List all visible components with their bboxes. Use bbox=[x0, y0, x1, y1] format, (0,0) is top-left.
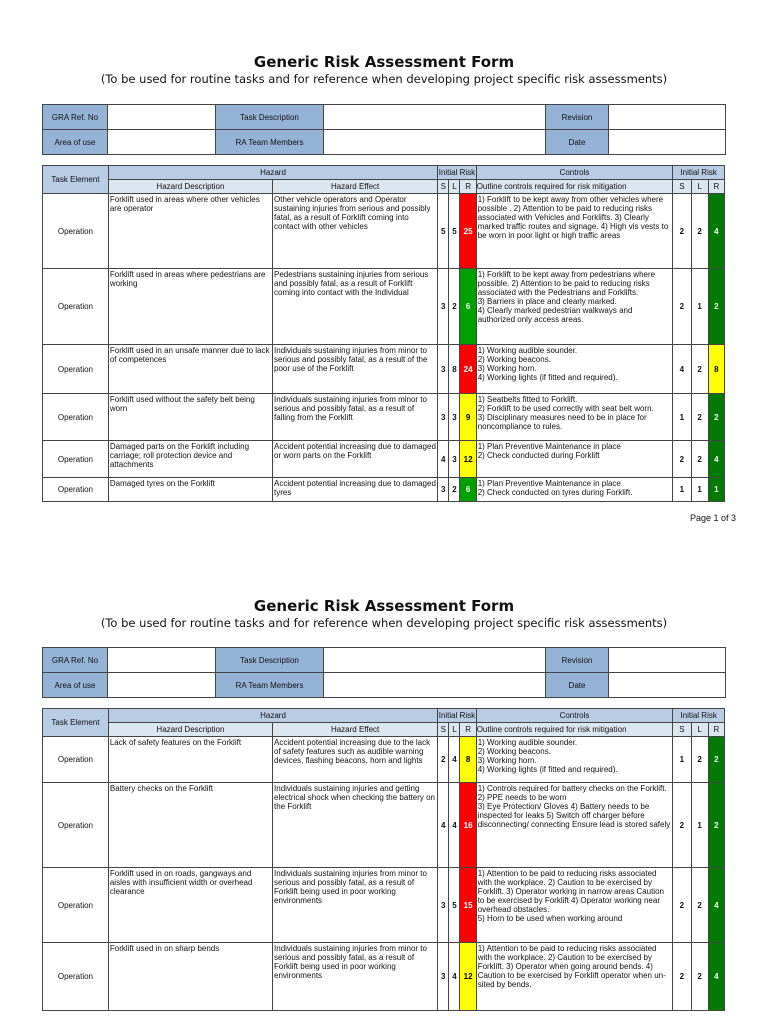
revision-field[interactable] bbox=[609, 648, 726, 673]
initial-severity-cell: 3 bbox=[438, 943, 449, 1011]
task-description-label: Task Description bbox=[216, 105, 324, 130]
initial-risk-header: Initial Risk bbox=[438, 709, 476, 723]
initial-risk-rating-cell: 16 bbox=[460, 783, 476, 868]
hazard-description-cell: Battery checks on the Forklift bbox=[108, 783, 272, 868]
initial-severity-cell: 4 bbox=[438, 783, 449, 868]
residual-likelihood-cell: 1 bbox=[691, 478, 708, 502]
page1-info-table bbox=[42, 104, 726, 155]
controls-cell: 1) Seatbelts fitted to Forklift. 2) Forklift to be used correctly with seat belt worn. 3) Disciplinary measures need to be in place for noncompliance to rules. bbox=[476, 394, 673, 441]
residual-likelihood-cell: 2 bbox=[691, 943, 708, 1011]
task-element-header: Task Element bbox=[43, 709, 109, 737]
initial-likelihood-cell: 3 bbox=[449, 394, 460, 441]
initial-risk-rating-cell: 6 bbox=[460, 269, 476, 345]
initial-risk-rating-cell: 25 bbox=[460, 194, 476, 269]
residual-likelihood-cell: 2 bbox=[691, 441, 708, 478]
residual-likelihood-cell: 2 bbox=[691, 394, 708, 441]
residual-risk-rating-cell: 4 bbox=[708, 868, 724, 943]
task-element-cell: Operation bbox=[43, 783, 109, 868]
initial-severity-cell: 4 bbox=[438, 441, 449, 478]
ra-team-label: RA Team Members bbox=[216, 130, 324, 155]
l-header: L bbox=[449, 723, 460, 737]
initial-likelihood-cell: 4 bbox=[449, 783, 460, 868]
revision-label: Revision bbox=[546, 105, 609, 130]
controls-cell: 1) Forklift to be kept away from pedestrians where possible. 2) Attention to be paid to reducing risks associated with the Pedestrians and Forklifts. 3) Barriers in place and clearly marked. 4) Clearly marked pedestrian walkways and authorized only access areas. bbox=[476, 269, 673, 345]
residual-risk-rating-cell: 2 bbox=[708, 783, 724, 868]
residual-likelihood-cell: 1 bbox=[691, 783, 708, 868]
hazard-effect-cell: Accident potential increasing due to the lack of safety features such as audible warning devices, flashing beacons, horn and lights bbox=[273, 737, 438, 783]
area-of-use-label: Area of use bbox=[43, 130, 108, 155]
controls-cell: 1) Forklift to be kept away from other vehicles where possible . 2) Attention to be paid to reducing risks associated with Vehicles and Forklifts. 3) Clearly marked traffic routes and signage. 4) High vis vests to be worn in poor light or high traffic areas bbox=[476, 194, 673, 269]
initial-likelihood-cell: 3 bbox=[449, 441, 460, 478]
date-label: Date bbox=[546, 130, 609, 155]
initial-risk-rating-cell: 6 bbox=[460, 478, 476, 502]
table-row bbox=[43, 737, 725, 783]
hazard-effect-cell: Accident potential increasing due to damaged or worn parts on the Forklift bbox=[273, 441, 438, 478]
initial-severity-cell: 3 bbox=[438, 394, 449, 441]
residual-likelihood-cell: 2 bbox=[691, 345, 708, 394]
hazard-description-header: Hazard Description bbox=[108, 180, 272, 194]
task-element-cell: Operation bbox=[43, 194, 109, 269]
hazard-effect-cell: Individuals sustaining injuries from minor to serious and possibly fatal, as a result of Forklift being used in poor working environments bbox=[273, 943, 438, 1011]
initial-likelihood-cell: 4 bbox=[449, 737, 460, 783]
r2-header: R bbox=[708, 180, 724, 194]
s-header: S bbox=[438, 180, 449, 194]
initial-risk-rating-cell: 15 bbox=[460, 868, 476, 943]
initial-likelihood-cell: 2 bbox=[449, 269, 460, 345]
hazard-effect-header: Hazard Effect bbox=[273, 723, 438, 737]
residual-risk-rating-cell: 8 bbox=[708, 345, 724, 394]
page2-subtitle: (To be used for routine tasks and for reference when developing project specific risk assessments) bbox=[100, 616, 668, 630]
ra-team-label: RA Team Members bbox=[216, 673, 324, 698]
initial-likelihood-cell: 2 bbox=[449, 478, 460, 502]
r2-header: R bbox=[708, 723, 724, 737]
initial-likelihood-cell: 8 bbox=[449, 345, 460, 394]
initial-risk-rating-cell: 12 bbox=[460, 441, 476, 478]
hazard-effect-cell: Accident potential increasing due to damaged tyres bbox=[273, 478, 438, 502]
table-row bbox=[43, 269, 725, 345]
task-description-field[interactable] bbox=[324, 648, 546, 673]
hazard-description-cell: Lack of safety features on the Forklift bbox=[108, 737, 272, 783]
hazard-header: Hazard bbox=[108, 166, 437, 180]
gra-ref-field[interactable] bbox=[108, 648, 216, 673]
residual-risk-rating-cell: 2 bbox=[708, 394, 724, 441]
table-row bbox=[43, 441, 725, 478]
controls-header: Controls bbox=[476, 166, 673, 180]
residual-risk-rating-cell: 1 bbox=[708, 478, 724, 502]
table-row bbox=[43, 478, 725, 502]
table-row bbox=[43, 194, 725, 269]
hazard-effect-cell: Individuals sustaining injuries from minor to serious and possibly fatal, as a result of the poor use of the Forklift bbox=[273, 345, 438, 394]
task-element-cell: Operation bbox=[43, 868, 109, 943]
hazard-description-cell: Damaged tyres on the Forklift bbox=[108, 478, 272, 502]
table-row bbox=[43, 394, 725, 441]
table-row bbox=[43, 943, 725, 1011]
table-row bbox=[43, 345, 725, 394]
residual-likelihood-cell: 2 bbox=[691, 194, 708, 269]
task-element-cell: Operation bbox=[43, 943, 109, 1011]
area-of-use-field[interactable] bbox=[108, 673, 216, 698]
hazard-description-cell: Damaged parts on the Forklift including carriage; roll protection device and attachments bbox=[108, 441, 272, 478]
residual-risk-header: Initial Risk bbox=[673, 709, 725, 723]
initial-severity-cell: 3 bbox=[438, 269, 449, 345]
task-element-header: Task Element bbox=[43, 166, 109, 194]
gra-ref-field[interactable] bbox=[108, 105, 216, 130]
controls-subheader: Outline controls required for risk mitigation bbox=[476, 723, 673, 737]
task-element-cell: Operation bbox=[43, 478, 109, 502]
page2-title: Generic Risk Assessment Form bbox=[253, 597, 515, 615]
date-field[interactable] bbox=[609, 673, 726, 698]
residual-severity-cell: 1 bbox=[673, 394, 691, 441]
residual-severity-cell: 2 bbox=[673, 441, 691, 478]
r-header: R bbox=[460, 180, 476, 194]
task-element-cell: Operation bbox=[43, 737, 109, 783]
task-description-field[interactable] bbox=[324, 105, 546, 130]
initial-severity-cell: 2 bbox=[438, 737, 449, 783]
initial-likelihood-cell: 5 bbox=[449, 194, 460, 269]
controls-cell: 1) Plan Preventive Maintenance in place 2) Check conducted on tyres during Forklift. bbox=[476, 478, 673, 502]
residual-severity-cell: 1 bbox=[673, 737, 691, 783]
controls-cell: 1) Attention to be paid to reducing risks associated with the workplace. 2) Caution to be exercised by Forklift. 3) Operator working in narrow areas Caution to be exercised by Forklift 4) Operator working near overhead obstacles. 5) Horn to be used when working around bbox=[476, 868, 673, 943]
l2-header: L bbox=[691, 723, 708, 737]
hazard-description-header: Hazard Description bbox=[108, 723, 272, 737]
initial-severity-cell: 3 bbox=[438, 345, 449, 394]
controls-cell: 1) Working audible sounder. 2) Working beacons. 3) Working horn. 4) Working lights (if fitted and required). bbox=[476, 737, 673, 783]
residual-risk-header: Initial Risk bbox=[673, 166, 725, 180]
initial-severity-cell: 3 bbox=[438, 478, 449, 502]
page1-subtitle: (To be used for routine tasks and for reference when developing project specific risk assessments) bbox=[100, 72, 668, 86]
hazard-effect-cell: Individuals sustaining injuries and getting electrical shock when checking the battery on the Forklift bbox=[273, 783, 438, 868]
residual-risk-rating-cell: 2 bbox=[708, 269, 724, 345]
residual-risk-rating-cell: 2 bbox=[708, 737, 724, 783]
initial-risk-rating-cell: 24 bbox=[460, 345, 476, 394]
controls-subheader: Outline controls required for risk mitigation bbox=[476, 180, 673, 194]
residual-severity-cell: 2 bbox=[673, 194, 691, 269]
controls-cell: 1) Controls required for battery checks on the Forklift. 2) PPE needs to be worn 3) Eye Protection/ Gloves 4) Battery needs to be inspected for leaks 5) Switch off charger before disconnecting/ connecting Ensure lead is stored safely bbox=[476, 783, 673, 868]
initial-risk-rating-cell: 8 bbox=[460, 737, 476, 783]
r-header: R bbox=[460, 723, 476, 737]
residual-severity-cell: 4 bbox=[673, 345, 691, 394]
l2-header: L bbox=[691, 180, 708, 194]
residual-severity-cell: 2 bbox=[673, 783, 691, 868]
residual-risk-rating-cell: 4 bbox=[708, 441, 724, 478]
residual-severity-cell: 2 bbox=[673, 868, 691, 943]
area-of-use-field[interactable] bbox=[108, 130, 216, 155]
residual-severity-cell: 2 bbox=[673, 269, 691, 345]
hazard-effect-cell: Other vehicle operators and Operator sustaining injuries from serious and possibly fatal, as a result of Forklift coming into contact with other vehicles bbox=[273, 194, 438, 269]
l-header: L bbox=[449, 180, 460, 194]
controls-cell: 1) Working audible sounder. 2) Working beacons. 3) Working horn. 4) Working lights (if fitted and required). bbox=[476, 345, 673, 394]
task-element-cell: Operation bbox=[43, 269, 109, 345]
initial-risk-rating-cell: 9 bbox=[460, 394, 476, 441]
table-row bbox=[43, 868, 725, 943]
ra-team-field[interactable] bbox=[324, 673, 546, 698]
hazard-header: Hazard bbox=[108, 709, 437, 723]
s2-header: S bbox=[673, 723, 691, 737]
residual-likelihood-cell: 1 bbox=[691, 269, 708, 345]
residual-risk-rating-cell: 4 bbox=[708, 194, 724, 269]
initial-severity-cell: 5 bbox=[438, 194, 449, 269]
area-of-use-label: Area of use bbox=[43, 673, 108, 698]
gra-ref-label: GRA Ref. No bbox=[43, 105, 108, 130]
task-description-label: Task Description bbox=[216, 648, 324, 673]
hazard-effect-header: Hazard Effect bbox=[273, 180, 438, 194]
s2-header: S bbox=[673, 180, 691, 194]
controls-header: Controls bbox=[476, 709, 673, 723]
page1-title: Generic Risk Assessment Form bbox=[253, 53, 515, 71]
page-number: Page 1 of 3 bbox=[690, 513, 737, 523]
hazard-description-cell: Forklift used in areas where other vehicles are operator bbox=[108, 194, 272, 269]
controls-cell: 1) Plan Preventive Maintenance in place 2) Check conducted during Forklift bbox=[476, 441, 673, 478]
task-element-cell: Operation bbox=[43, 345, 109, 394]
hazard-description-cell: Forklift used in on roads, gangways and aisles with insufficient width or overhead clearance bbox=[108, 868, 272, 943]
date-label: Date bbox=[546, 673, 609, 698]
page1-risk-table bbox=[42, 165, 725, 502]
ra-team-field[interactable] bbox=[324, 130, 546, 155]
initial-likelihood-cell: 5 bbox=[449, 868, 460, 943]
s-header: S bbox=[438, 723, 449, 737]
hazard-description-cell: Forklift used in on sharp bends bbox=[108, 943, 272, 1011]
hazard-effect-cell: Individuals sustaining injuries from minor to serious and possibly fatal, as a result of falling from the Forklift bbox=[273, 394, 438, 441]
hazard-effect-cell: Individuals sustaining injuries from minor to serious and possibly fatal, as a result of Forklift being used in poor working environments bbox=[273, 868, 438, 943]
hazard-effect-cell: Pedestrians sustaining injuries from serious and possibly fatal, as a result of Forklift coming into contact with the Individual bbox=[273, 269, 438, 345]
revision-label: Revision bbox=[546, 648, 609, 673]
residual-severity-cell: 1 bbox=[673, 478, 691, 502]
hazard-description-cell: Forklift used in areas where pedestrians are working bbox=[108, 269, 272, 345]
page2-risk-table bbox=[42, 708, 725, 1011]
initial-severity-cell: 3 bbox=[438, 868, 449, 943]
date-field[interactable] bbox=[609, 130, 726, 155]
task-element-cell: Operation bbox=[43, 394, 109, 441]
residual-severity-cell: 2 bbox=[673, 943, 691, 1011]
table-row bbox=[43, 783, 725, 868]
task-element-cell: Operation bbox=[43, 441, 109, 478]
hazard-description-cell: Forklift used in an unsafe manner due to lack of competences bbox=[108, 345, 272, 394]
residual-risk-rating-cell: 4 bbox=[708, 943, 724, 1011]
initial-risk-rating-cell: 12 bbox=[460, 943, 476, 1011]
gra-ref-label: GRA Ref. No bbox=[43, 648, 108, 673]
controls-cell: 1) Attention to be paid to reducing risks associated with the workplace. 2) Caution to be exercised by Forklift. 3) Operator when going around bends. 4) Caution to be exercised by Forklift operator when un-sited by bends. bbox=[476, 943, 673, 1011]
page2-info-table bbox=[42, 647, 726, 698]
residual-likelihood-cell: 2 bbox=[691, 737, 708, 783]
hazard-description-cell: Forklift used without the safety belt being worn bbox=[108, 394, 272, 441]
initial-risk-header: Initial Risk bbox=[438, 166, 476, 180]
initial-likelihood-cell: 4 bbox=[449, 943, 460, 1011]
residual-likelihood-cell: 2 bbox=[691, 868, 708, 943]
revision-field[interactable] bbox=[609, 105, 726, 130]
